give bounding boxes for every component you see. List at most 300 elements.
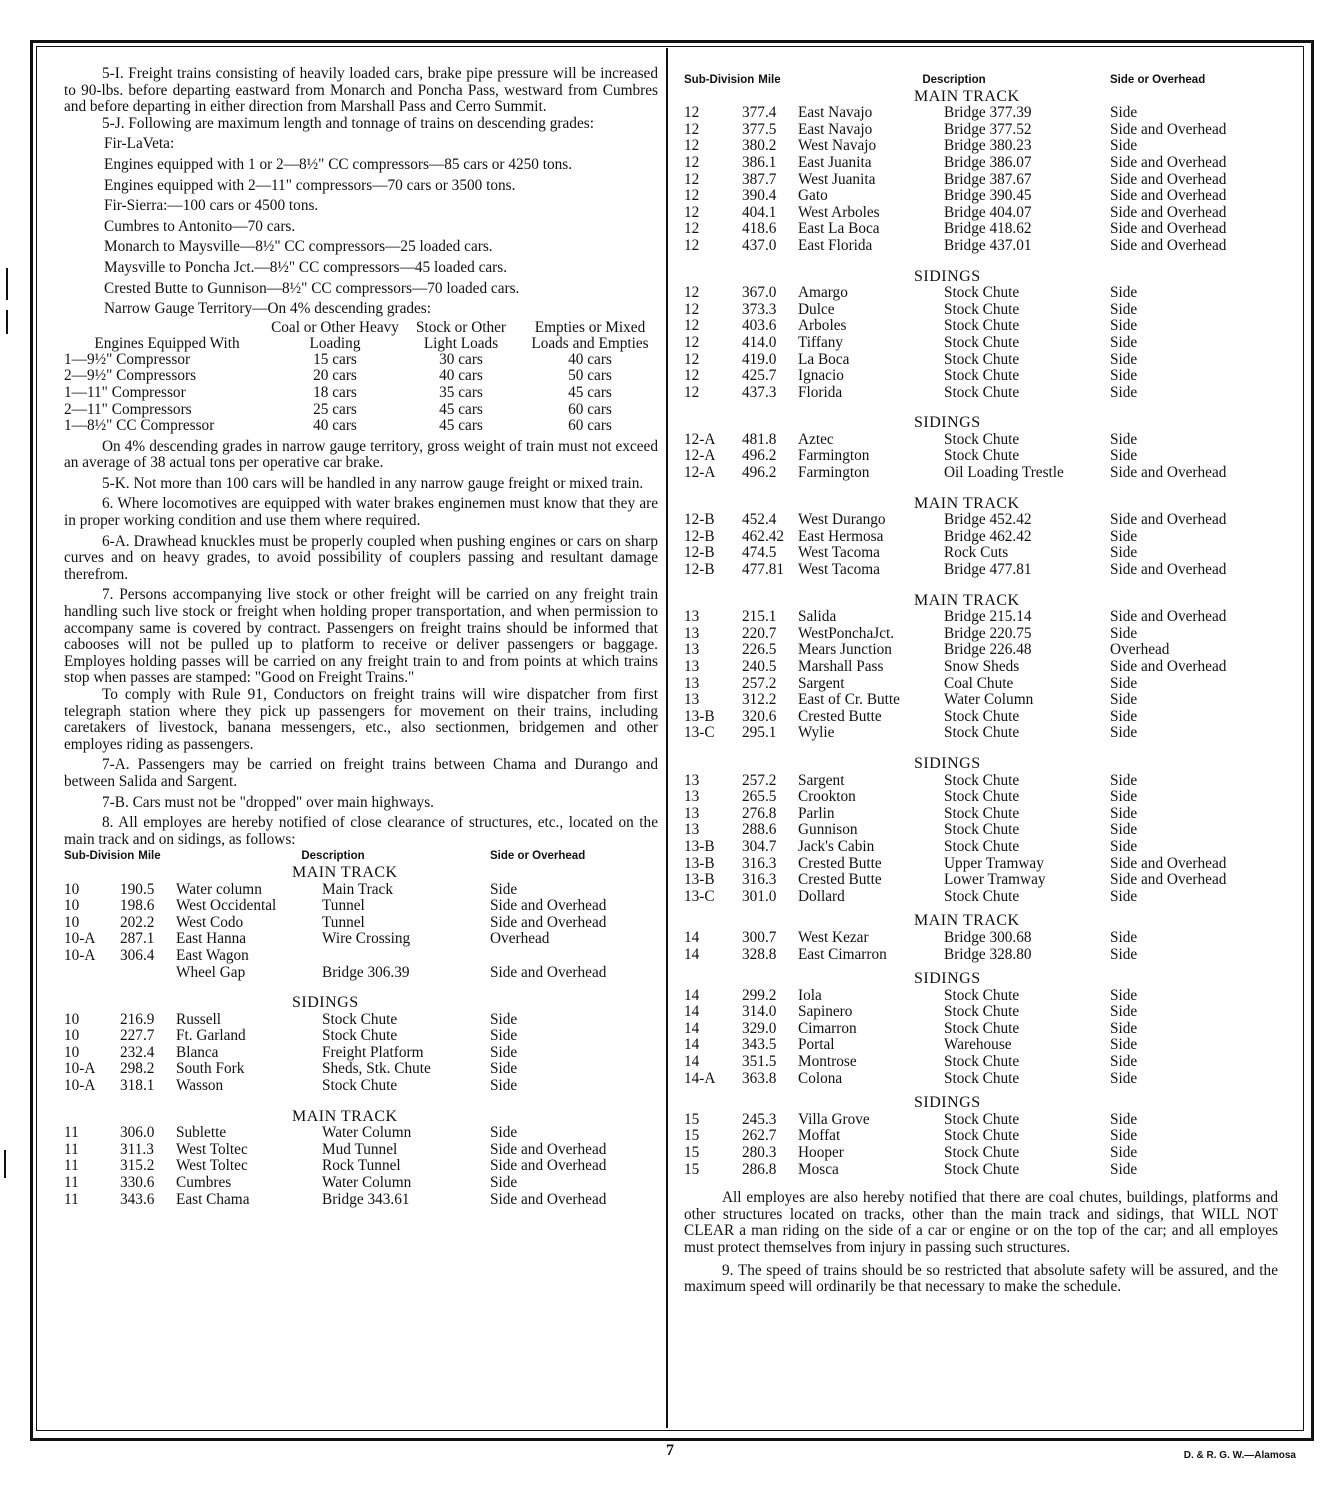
- cell-structure: Stock Chute: [944, 317, 1020, 335]
- table-row: [684, 1021, 1278, 1038]
- cell-subdivision: 12: [684, 137, 700, 155]
- clearance-notice: All employes are also hereby notified that there are coal chutes, buildings, platforms and other structures located on tracks, other than the main track and sidings, that WILL NOT CLEAR a man riding on the side of a car or engine or on the top of the car; and all employes must protect themselves from injury in passing such structures.: [684, 1189, 1278, 1256]
- cell-mile: 351.5: [742, 1053, 777, 1071]
- rule-7: 7. Persons accompanying live stock or other freight will be carried on any freight train handling such live stock or freight when holding proper transportation, and when permission to accompany same is covered by contract. Passengers on freight trains should be informed that cabooses will not be pulled up to platform to receive or deliver passengers or baggage. Employes holding passes will be carried on any freight train to and from points at which trains stop when passes are stamped: "Good on Freight Trains.": [64, 586, 658, 687]
- cell-structure: Tunnel: [322, 913, 365, 931]
- cell-mile: 280.3: [742, 1144, 777, 1162]
- table-row: [684, 659, 1278, 676]
- cell-structure: Stock Chute: [944, 350, 1020, 368]
- table-row: [684, 1071, 1278, 1088]
- cell-mile: 367.0: [742, 284, 777, 302]
- monarch-limit: Monarch to Maysville—8½" CC compressors—25 loaded cars.: [104, 238, 493, 256]
- cell-location: Sargent: [798, 674, 845, 692]
- cell-structure: Stock Chute: [322, 1027, 398, 1045]
- maysville-limit: Maysville to Poncha Jct.—8½" CC compressors—45 loaded cars.: [104, 258, 508, 276]
- cell-clearance: Side and Overhead: [1110, 871, 1227, 889]
- cell-location: East Florida: [798, 236, 873, 254]
- cell-subdivision: 14: [684, 1003, 700, 1021]
- table-cell: 60 cars: [568, 417, 612, 435]
- cell-clearance: Side: [1110, 1053, 1138, 1071]
- cell-mile: 474.5: [742, 544, 777, 562]
- cell-subdivision: 13: [684, 674, 700, 692]
- cell-subdivision: 10-A: [64, 1060, 96, 1078]
- cell-clearance: Side and Overhead: [490, 1157, 607, 1175]
- cell-structure: Coal Chute: [944, 674, 1014, 692]
- cell-structure: Stock Chute: [944, 707, 1020, 725]
- cell-location: West Arboles: [798, 203, 880, 221]
- cell-subdivision: 13: [684, 804, 700, 822]
- table-row: [64, 1045, 658, 1062]
- table-cell: 1—11" Compressor: [64, 383, 186, 401]
- table-row: [64, 931, 658, 948]
- cell-location: Gato: [798, 187, 828, 205]
- cell-subdivision: 12: [684, 333, 700, 351]
- cell-mile: 312.2: [742, 691, 777, 709]
- table-row: [684, 529, 1278, 546]
- table-row: [684, 676, 1278, 693]
- clearance-header-subdivision-mile: [64, 848, 176, 865]
- header-subdivision: Sub-Division: [684, 74, 755, 86]
- cell-mile: 452.4: [742, 511, 777, 529]
- cell-location: Water column: [176, 880, 262, 898]
- cell-structure: Stock Chute: [322, 1077, 398, 1095]
- cell-mile: 481.8: [742, 430, 777, 448]
- cell-mile: 245.3: [742, 1110, 777, 1128]
- cell-clearance: Side: [1110, 383, 1138, 401]
- table-cell: 20 cars: [313, 367, 357, 385]
- cell-mile: 363.8: [742, 1069, 777, 1087]
- cell-clearance: Side: [1110, 544, 1138, 562]
- cell-clearance: Side: [490, 1174, 518, 1192]
- cell-mile: 306.0: [120, 1124, 155, 1142]
- header-mile: Mile: [138, 850, 161, 863]
- cell-structure: Bridge 377.52: [944, 120, 1032, 138]
- cell-location: Iola: [798, 986, 822, 1004]
- cell-clearance: Side: [1110, 837, 1138, 855]
- table-row: [684, 221, 1278, 238]
- left-clearance-table: [64, 848, 658, 1208]
- cell-subdivision: 11: [64, 1140, 79, 1158]
- cell-structure: Bridge 404.07: [944, 203, 1032, 221]
- cell-subdivision: 13: [684, 641, 700, 659]
- cell-mile: 390.4: [742, 187, 777, 205]
- cell-mile: 298.2: [120, 1060, 155, 1078]
- section-title-row: [64, 995, 658, 1012]
- rule-7b: 7-B. Cars must not be "dropped" over main highways.: [102, 793, 434, 811]
- cell-mile: 232.4: [120, 1043, 155, 1061]
- cell-subdivision: 11: [64, 1124, 79, 1142]
- cell-clearance: Side: [1110, 788, 1138, 806]
- cell-subdivision: 10: [64, 1010, 80, 1028]
- section-title: SIDINGS: [292, 994, 359, 1012]
- table-row: [684, 1162, 1278, 1179]
- cell-location: Salida: [798, 608, 837, 626]
- cell-clearance: Side: [490, 1077, 518, 1095]
- right-clearance-table: [684, 72, 1278, 1178]
- cell-mile: 329.0: [742, 1019, 777, 1037]
- table-cell: 15 cars: [313, 350, 357, 368]
- cell-structure: Stock Chute: [944, 300, 1020, 318]
- cell-clearance: Side: [490, 1010, 518, 1028]
- table-row: [684, 609, 1278, 626]
- rule-7a: 7-A. Passengers may be carried on freight trains between Chama and Durango and between Salida and Sargent.: [64, 756, 658, 790]
- cell-location: Crookton: [798, 788, 856, 806]
- cell-mile: 295.1: [742, 724, 777, 742]
- table-row: [64, 385, 658, 402]
- table-row: [64, 1158, 658, 1175]
- cell-clearance: Side: [1110, 707, 1138, 725]
- cell-mile: 227.7: [120, 1027, 155, 1045]
- cell-clearance: Side and Overhead: [1110, 203, 1227, 221]
- cell-location: Aztec: [798, 430, 834, 448]
- cell-mile: 311.3: [120, 1140, 154, 1158]
- cell-subdivision: 10-A: [64, 946, 96, 964]
- cell-location: Mosca: [798, 1160, 839, 1178]
- table-row: [684, 448, 1278, 465]
- table-row: [684, 889, 1278, 906]
- table-cell: 2—9½" Compressors: [64, 367, 197, 385]
- table-row: [64, 948, 658, 965]
- cell-mile: 496.2: [742, 447, 777, 465]
- section-title: SIDINGS: [914, 970, 981, 988]
- cell-mile: 330.6: [120, 1174, 155, 1192]
- left-column: [64, 66, 658, 1208]
- cell-subdivision: 14: [684, 945, 700, 963]
- section-title: MAIN TRACK: [914, 494, 1020, 512]
- section-title-row: [684, 496, 1278, 513]
- section-spacer: [684, 482, 1278, 496]
- cell-mile: 316.3: [742, 871, 777, 889]
- table-row: [64, 1192, 658, 1209]
- table-row: [64, 882, 658, 899]
- cell-subdivision: 12: [684, 350, 700, 368]
- cell-location: Wasson: [176, 1077, 224, 1095]
- cell-clearance: Side: [1110, 1069, 1138, 1087]
- cell-mile: 215.1: [742, 608, 777, 626]
- cell-clearance: Overhead: [1110, 641, 1170, 659]
- cell-structure: Bridge 306.39: [322, 963, 410, 981]
- cell-clearance: Side: [1110, 928, 1138, 946]
- table-row: [684, 822, 1278, 839]
- cell-subdivision: 12: [684, 300, 700, 318]
- cell-subdivision: 10: [64, 897, 80, 915]
- right-column: [684, 72, 1278, 1296]
- cell-clearance: Side: [1110, 317, 1138, 335]
- cell-structure: Stock Chute: [944, 804, 1020, 822]
- cell-location: Florida: [798, 383, 843, 401]
- table-row: [684, 368, 1278, 385]
- cell-location: East Hanna: [176, 930, 247, 948]
- table-cell: 60 cars: [568, 400, 612, 418]
- table-row: [684, 205, 1278, 222]
- cell-clearance: Side: [1110, 821, 1138, 839]
- cell-subdivision: 15: [684, 1110, 700, 1128]
- cell-structure: Upper Tramway: [944, 854, 1044, 872]
- cell-location: South Fork: [176, 1060, 245, 1078]
- narrow-gauge-table: [64, 320, 658, 435]
- table-row: [684, 1037, 1278, 1054]
- cell-structure: Bridge 377.39: [944, 104, 1032, 122]
- cell-clearance: Side: [1110, 284, 1138, 302]
- cell-subdivision: 13: [684, 771, 700, 789]
- cell-structure: Bridge 380.23: [944, 137, 1032, 155]
- section-spacer: [684, 401, 1278, 415]
- cell-structure: Stock Chute: [322, 1010, 398, 1028]
- cell-clearance: Side: [1110, 945, 1138, 963]
- table-cell: 40 cars: [313, 417, 357, 435]
- section-title: SIDINGS: [914, 754, 981, 772]
- cell-location: Montrose: [798, 1053, 857, 1071]
- table-row: [684, 709, 1278, 726]
- cell-mile: 276.8: [742, 804, 777, 822]
- cell-structure: Stock Chute: [944, 1019, 1020, 1037]
- table-row: [684, 930, 1278, 947]
- scan-edge-mark: [6, 268, 8, 300]
- cell-subdivision: 13-C: [684, 887, 715, 905]
- cell-mile: 496.2: [742, 464, 777, 482]
- cell-clearance: Side: [1110, 1036, 1138, 1054]
- scan-edge-mark: [4, 1150, 6, 1178]
- cell-mile: 304.7: [742, 837, 777, 855]
- cell-structure: Water Column: [322, 1174, 412, 1192]
- cell-clearance: Side: [1110, 674, 1138, 692]
- cell-mile: 386.1: [742, 153, 777, 171]
- crested-butte-limit: Crested Butte to Gunnison—8½" CC compressors—70 loaded cars.: [104, 279, 520, 297]
- table-row: [684, 1145, 1278, 1162]
- cell-location: East Chama: [176, 1190, 250, 1208]
- cell-clearance: Side and Overhead: [1110, 854, 1227, 872]
- cell-location: Dulce: [798, 300, 835, 318]
- cell-structure: Bridge 462.42: [944, 527, 1032, 545]
- cell-mile: 343.5: [742, 1036, 777, 1054]
- cell-structure: Stock Chute: [944, 284, 1020, 302]
- cell-mile: 414.0: [742, 333, 777, 351]
- cell-subdivision: 10: [64, 1043, 80, 1061]
- table-row: [684, 155, 1278, 172]
- cell-clearance: Side: [490, 1027, 518, 1045]
- cell-structure: Bridge 343.61: [322, 1190, 410, 1208]
- table-row: [684, 285, 1278, 302]
- cell-location: Blanca: [176, 1043, 219, 1061]
- clearance-table: [64, 848, 658, 1208]
- cell-structure: Snow Sheds: [944, 658, 1020, 675]
- printer-imprint: D. & R. G. W.—Alamosa: [1183, 1450, 1296, 1461]
- cell-mile: 226.5: [742, 641, 777, 659]
- fir-laveta-limit-1: Engines equipped with 1 or 2—8½" CC compressors—85 cars or 4250 tons.: [104, 155, 573, 173]
- clearance-header-row: [64, 848, 658, 865]
- cell-structure: Rock Cuts: [944, 544, 1009, 562]
- cell-location: WestPonchaJct.: [798, 624, 895, 642]
- cell-structure: Main Track: [322, 880, 393, 898]
- cell-location: West Tacoma: [798, 561, 880, 579]
- rule-9: 9. The speed of trains should be so restricted that absolute safety will be assured, and the maximum speed will ordinarily be that necessary to make the schedule.: [684, 1261, 1278, 1296]
- cell-structure: Water Column: [322, 1124, 412, 1142]
- table-cell: 45 cars: [568, 383, 612, 401]
- cell-structure: Stock Chute: [944, 837, 1020, 855]
- cell-clearance: Side and Overhead: [1110, 220, 1227, 238]
- table-row: [684, 122, 1278, 139]
- cell-clearance: Side: [1110, 1019, 1138, 1037]
- section-title: MAIN TRACK: [914, 912, 1020, 930]
- cell-mile: 220.7: [742, 624, 777, 642]
- cumbres-limit: Cumbres to Antonito—70 cars.: [104, 217, 296, 235]
- table-row: [684, 465, 1278, 482]
- table-cell: 45 cars: [439, 417, 483, 435]
- cell-mile: [120, 965, 176, 982]
- cell-structure: Tunnel: [322, 897, 365, 915]
- rule-91-paragraph: To comply with Rule 91, Conductors on freight trains will wire dispatcher from first telegraph station where they pick up passengers for movement on their trains, including caretakers of livestock, banana messengers, etc., also sectionmen, bridgemen and other employes riding as passengers.: [64, 686, 658, 753]
- cell-location: Tiffany: [798, 333, 844, 351]
- cell-location: Marshall Pass: [798, 658, 884, 675]
- clearance-header-row: [684, 72, 1278, 89]
- fir-laveta-heading: Fir-LaVeta:: [104, 135, 175, 153]
- cell-structure: Stock Chute: [944, 986, 1020, 1004]
- table-row: [684, 1112, 1278, 1129]
- cell-structure: Stock Chute: [944, 447, 1020, 465]
- fir-laveta-limit-2: Engines equipped with 2—11" compressors—70 cars or 3500 tons.: [104, 176, 516, 194]
- section-title: SIDINGS: [914, 1094, 981, 1112]
- cell-clearance: Side: [1110, 104, 1138, 122]
- cell-subdivision: 13-C: [684, 724, 715, 742]
- cell-location: East Juanita: [798, 153, 872, 171]
- cell-subdivision: 12: [684, 220, 700, 238]
- cell-mile: 403.6: [742, 317, 777, 335]
- cell-subdivision: 12-B: [684, 544, 715, 562]
- cell-mile: 316.3: [742, 854, 777, 872]
- cell-subdivision: 12-A: [684, 430, 716, 448]
- table-row: [684, 872, 1278, 889]
- section-title: SIDINGS: [914, 414, 981, 432]
- cell-clearance: Side: [1110, 624, 1138, 642]
- table-cell: 40 cars: [439, 367, 483, 385]
- cell-subdivision: 12: [684, 203, 700, 221]
- cell-mile: 318.1: [120, 1077, 155, 1095]
- cell-subdivision: 13-B: [684, 707, 715, 725]
- table-row: [684, 432, 1278, 449]
- cell-clearance: Side: [1110, 771, 1138, 789]
- rule-8: 8. All employes are hereby notified of close clearance of structures, etc., located on the main track and on sidings, as follows:: [64, 814, 658, 848]
- cell-clearance: Side and Overhead: [1110, 464, 1227, 482]
- cell-structure: Stock Chute: [944, 1144, 1020, 1162]
- cell-structure: Stock Chute: [944, 724, 1020, 742]
- cell-subdivision: 13-B: [684, 837, 715, 855]
- cell-structure: Stock Chute: [944, 821, 1020, 839]
- cell-structure: Sheds, Stk. Chute: [322, 1060, 431, 1078]
- cell-mile: 301.0: [742, 887, 777, 905]
- cell-subdivision: 15: [684, 1160, 700, 1178]
- table-header: Stock or Other Light Loads: [415, 318, 507, 352]
- cell-subdivision: 13: [684, 788, 700, 806]
- cell-clearance: Side: [1110, 527, 1138, 545]
- column-divider: [666, 48, 668, 1428]
- cell-mile: 299.2: [742, 986, 777, 1004]
- cell-location: West Durango: [798, 511, 886, 529]
- cell-mile: 314.0: [742, 1003, 777, 1021]
- cell-location: Portal: [798, 1036, 835, 1054]
- cell-clearance: [490, 948, 658, 965]
- cell-clearance: Side: [490, 880, 518, 898]
- cell-subdivision: 14: [684, 928, 700, 946]
- table-row: [684, 188, 1278, 205]
- cell-subdivision: 10: [64, 1027, 80, 1045]
- cell-structure: Stock Chute: [944, 367, 1020, 385]
- cell-subdivision: 10: [64, 880, 80, 898]
- cell-structure: Stock Chute: [944, 887, 1020, 905]
- rule-5j: 5-J. Following are maximum length and tonnage of trains on descending grades:: [102, 114, 594, 132]
- table-cell: 40 cars: [568, 350, 612, 368]
- cell-clearance: Side: [1110, 1160, 1138, 1178]
- cell-location: Wheel Gap: [176, 963, 246, 981]
- cell-clearance: Side: [1110, 1003, 1138, 1021]
- table-row: [684, 335, 1278, 352]
- cell-location: Crested Butte: [798, 871, 882, 889]
- section-title-row: [684, 1095, 1278, 1112]
- table-cell: 35 cars: [439, 383, 483, 401]
- cell-mile: 477.81: [742, 561, 785, 579]
- cell-location: Moffat: [798, 1127, 841, 1145]
- cell-location: Wylie: [798, 724, 835, 742]
- cell-mile: 377.4: [742, 104, 777, 122]
- cell-subdivision: 11: [64, 1157, 79, 1175]
- cell-clearance: Side and Overhead: [490, 1140, 607, 1158]
- cell-mile: 373.3: [742, 300, 777, 318]
- section-title-row: [684, 89, 1278, 106]
- cell-subdivision: 13: [684, 821, 700, 839]
- rule-5i: 5-I. Freight trains consisting of heavily loaded cars, brake pipe pressure will be increased to 90-lbs. before departing eastward from Monarch and Poncha Pass, westward from Cumbres and before departing in either direction from Marshall Pass and Cerro Summit.: [64, 65, 658, 116]
- table-row: [64, 1028, 658, 1045]
- cell-subdivision: 11: [64, 1190, 79, 1208]
- cell-mile: 262.7: [742, 1127, 777, 1145]
- cell-clearance: Side and Overhead: [1110, 561, 1227, 579]
- cell-mile: 315.2: [120, 1157, 155, 1175]
- cell-clearance: Side: [1110, 887, 1138, 905]
- cell-structure: Bridge 220.75: [944, 624, 1032, 642]
- cell-subdivision: 12-B: [684, 561, 715, 579]
- cell-clearance: Side: [1110, 691, 1138, 709]
- cell-location: West Toltec: [176, 1140, 248, 1158]
- cell-subdivision: 14: [684, 1053, 700, 1071]
- cell-subdivision: 13: [684, 624, 700, 642]
- cell-structure: Rock Tunnel: [322, 1157, 401, 1175]
- cell-mile: 300.7: [742, 928, 777, 946]
- table-row: [684, 318, 1278, 335]
- narrow-gauge-heading: Narrow Gauge Territory—On 4% descending grades:: [104, 300, 432, 318]
- section-title-row: [64, 865, 658, 882]
- table-row: [684, 105, 1278, 122]
- table-row: [684, 302, 1278, 319]
- cell-structure: Bridge 390.45: [944, 187, 1032, 205]
- cell-subdivision: 10-A: [64, 930, 96, 948]
- cell-clearance: Side: [1110, 430, 1138, 448]
- table-cell: 30 cars: [439, 350, 483, 368]
- cell-location: West Juanita: [798, 170, 876, 188]
- cell-location: East Navajo: [798, 104, 873, 122]
- cell-mile: 387.7: [742, 170, 777, 188]
- cell-location: Farmington: [798, 447, 870, 465]
- cell-structure: Stock Chute: [944, 1069, 1020, 1087]
- cell-location: Mears Junction: [798, 641, 892, 659]
- cell-structure: Stock Chute: [944, 1003, 1020, 1021]
- cell-structure: Stock Chute: [944, 1110, 1020, 1128]
- table-row: [64, 1061, 658, 1078]
- cell-subdivision: 14: [684, 1036, 700, 1054]
- cell-location: Crested Butte: [798, 854, 882, 872]
- table-row: [64, 368, 658, 385]
- section-title: MAIN TRACK: [914, 87, 1020, 105]
- cell-clearance: Side and Overhead: [1110, 170, 1227, 188]
- cell-location: East of Cr. Butte: [798, 691, 900, 709]
- table-row: [684, 172, 1278, 189]
